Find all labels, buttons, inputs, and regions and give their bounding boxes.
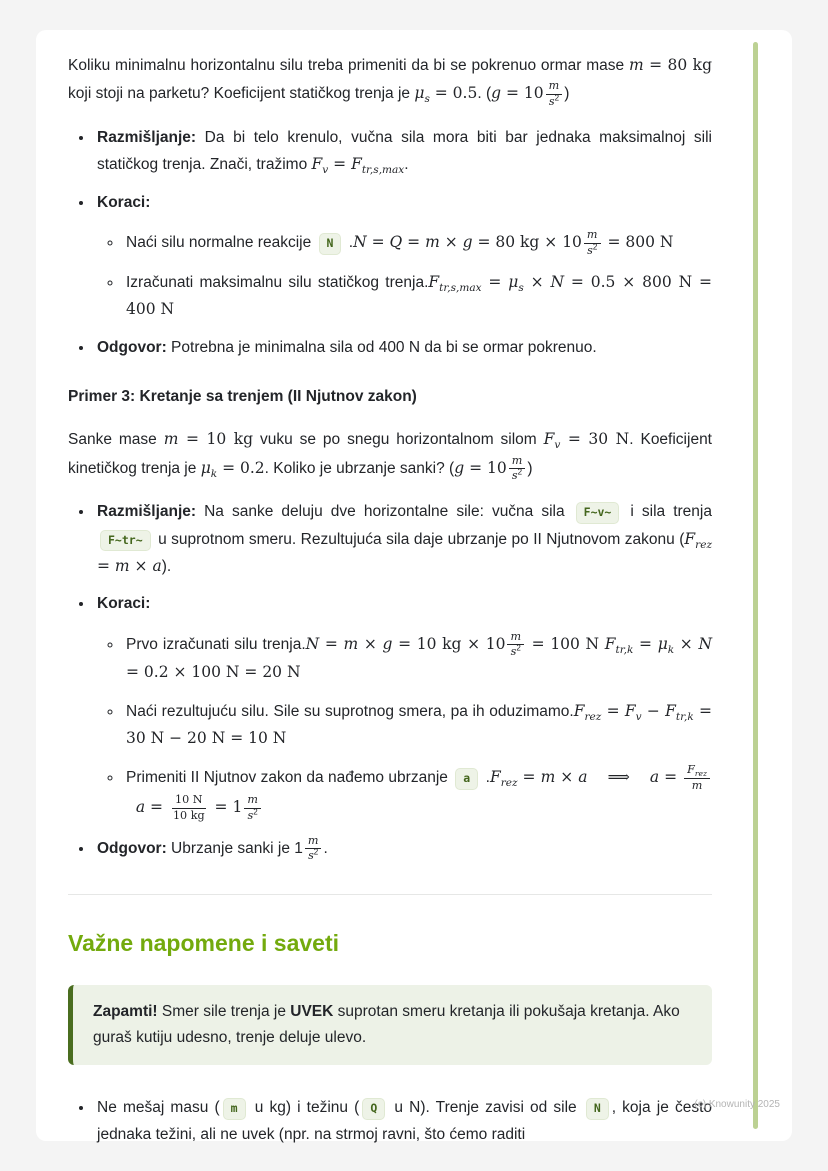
document-card — [36, 30, 792, 1141]
steps-sublist — [97, 228, 712, 323]
math-variable: m — [540, 768, 556, 787]
math-text: × — [555, 768, 579, 787]
inline-code-badge: F~tr~ — [100, 530, 151, 552]
text-run: Ne mešaj masu ( — [97, 1099, 220, 1117]
math-variable: s — [510, 645, 517, 658]
math-variable: s — [511, 468, 518, 482]
math-text: = 100 N — [526, 634, 605, 653]
math-fraction — [170, 793, 208, 823]
math-variable: m — [548, 79, 560, 93]
math-text: = — [601, 701, 625, 720]
math-variable: N — [550, 272, 565, 291]
math-subscript: s — [424, 93, 430, 106]
text-run: Izračunati maksimalnu silu statičkog trenja. — [126, 273, 429, 291]
watermark: (c) Knowunity 2025 — [694, 1099, 780, 1110]
text-run: Ubrzanje sanki je 1 — [166, 839, 303, 857]
section-heading-primer3: Primer 3: Kretanje sa trenjem (II Njutnov zakon) — [68, 387, 417, 405]
math-variable: g — [462, 233, 473, 252]
text-run: ) — [564, 85, 570, 103]
math-text: = — [328, 155, 352, 174]
math-variable: m — [163, 430, 179, 449]
bold-text-run: UVEK — [290, 1002, 334, 1020]
text-run: . — [344, 234, 354, 252]
inline-code-badge: F~v~ — [576, 502, 620, 524]
math-variable: F — [604, 634, 616, 653]
math-variable: F — [573, 701, 585, 720]
fraction-numerator — [684, 763, 710, 778]
callout-zapamti — [68, 985, 712, 1066]
math-variable: m — [247, 793, 258, 807]
fraction-denominator — [689, 779, 706, 793]
bold-text-run: Koraci: — [97, 193, 151, 211]
text-run: Primeniti II Njutnov zakon da nađemo ubrzanje — [126, 769, 453, 787]
solution-list-ormar — [68, 125, 712, 361]
math-subscript: tr,s,max — [361, 164, 405, 177]
math-variable: a — [135, 798, 146, 817]
math-text: 10 N — [175, 793, 203, 807]
math-subscript: rez — [500, 777, 518, 790]
list-item-label — [97, 194, 150, 211]
math-subscript: rez — [695, 538, 712, 551]
text-run: Koliku minimalnu horizontalnu silu treba primeniti da bi se pokrenuo ormar mase — [68, 57, 629, 74]
math-superscript: 2 — [253, 806, 258, 816]
math-variable: s — [548, 94, 555, 108]
math-fraction — [244, 793, 261, 823]
notes-list — [68, 1095, 712, 1148]
math-text: = 80 kg × 10 — [472, 233, 582, 252]
math-fraction — [509, 454, 526, 484]
math-variable: μ — [657, 634, 668, 653]
math-variable: Q — [389, 233, 403, 252]
math-subscript: v — [635, 710, 642, 723]
math-variable: F — [489, 768, 501, 787]
math-superscript: 2 — [516, 643, 521, 653]
fraction-denominator — [305, 849, 321, 863]
text-run: . Koeficijent kinetičkog trenja je — [68, 431, 712, 477]
math-text: = 30 N — [560, 430, 630, 449]
math-fraction — [546, 79, 563, 109]
list-item-razmisljanje — [94, 125, 712, 179]
math-text: = — [481, 272, 509, 291]
math-text: = — [633, 634, 658, 653]
text-run: u N). Trenje zavisi od sile — [388, 1099, 583, 1117]
math-variable: F — [351, 155, 362, 174]
math-variable: F — [684, 529, 696, 548]
math-subscript: v — [322, 164, 329, 177]
list-item-napomena — [94, 1095, 712, 1148]
bold-text-run: Razmišljanje: — [97, 503, 197, 521]
inline-code-badge: m — [223, 1098, 246, 1120]
math-text: = — [517, 768, 541, 787]
math-superscript: 2 — [592, 241, 598, 251]
text-run: suprotan smeru kretanja ili pokušaja kretanja. Ako guraš kutiju udesno, trenje deluje ulevo. — [93, 1002, 680, 1046]
math-variable: m — [343, 634, 359, 653]
inline-code-badge: N — [319, 233, 342, 255]
text-run: ) — [527, 459, 533, 477]
list-item-odgovor — [94, 335, 712, 361]
text-run: Potrebna je minimalna sila od 400 N da bi se ormar pokrenuo. — [166, 338, 597, 356]
text-run: vuku se po snegu horizontalnom silom — [253, 431, 544, 449]
section-divider — [68, 894, 712, 895]
math-fraction — [584, 228, 601, 258]
inline-code-badge: N — [586, 1098, 609, 1120]
math-variable: μ — [200, 458, 211, 477]
math-text: = — [319, 634, 344, 653]
bold-text-run: Zapamti! — [93, 1002, 158, 1020]
math-text: × — [523, 272, 551, 291]
problem-statement-sanke — [68, 426, 712, 483]
text-run: i sila trenja — [622, 503, 712, 521]
text-run: Prvo izračunati silu trenja. — [126, 635, 306, 653]
math-text: = 10 — [501, 84, 544, 103]
list-item-label — [97, 595, 150, 612]
math-text: = — [97, 556, 115, 575]
text-run: u suprotnom smeru. Rezultujuća sila daje ubrzanje po II Njutnovom zakonu ( — [153, 530, 685, 548]
scrollbar-thumb[interactable] — [753, 42, 758, 1129]
math-variable: m — [114, 556, 130, 575]
text-run: Sanke mase — [68, 431, 164, 449]
math-subscript: tr,k — [675, 710, 694, 723]
bold-text-run: Koraci: — [97, 595, 151, 613]
math-text: = — [145, 798, 168, 817]
math-text: = 10 — [464, 458, 507, 477]
section-heading-napomene: Važne napomene i saveti — [68, 929, 340, 956]
math-text: = 0.2 × 100 N = 20 N — [126, 663, 301, 682]
fraction-denominator — [546, 95, 562, 109]
math-variable: N — [353, 233, 367, 252]
math-subscript: k — [210, 467, 218, 480]
math-subscript: s — [518, 281, 524, 294]
list-item-odgovor — [94, 834, 712, 864]
math-superscript: 2 — [517, 467, 523, 477]
math-subscript: v — [554, 439, 561, 452]
list-item-koraci — [94, 190, 712, 324]
math-variable: m — [307, 833, 319, 847]
math-superscript: 2 — [554, 93, 560, 102]
math-text: × — [129, 556, 153, 575]
text-run: . — [481, 769, 490, 787]
text-run: . — [404, 156, 409, 174]
math-variable: m — [691, 778, 703, 792]
math-variable: s — [308, 849, 314, 863]
math-subscript: rez — [584, 710, 602, 723]
text-run: Na sanke deluju dve horizontalne sile: vučna sila — [196, 503, 573, 521]
math-variable: a — [649, 768, 660, 787]
list-item-step — [123, 228, 712, 258]
math-variable: F — [428, 272, 440, 291]
text-run: Naći silu normalne reakcije — [126, 234, 316, 252]
math-subscript: rez — [694, 769, 708, 779]
text-run: Smer sile trenja je — [157, 1002, 291, 1020]
math-variable: m — [511, 453, 523, 467]
text-run: . Koliko je ubrzanje sanki? ( — [264, 459, 455, 477]
math-text: = 1 — [209, 798, 243, 817]
bold-text-run: Razmišljanje: — [97, 129, 197, 147]
math-text: × — [358, 634, 383, 653]
math-text: = 0.5 — [429, 84, 478, 103]
math-text: = 800 N — [602, 233, 674, 252]
steps-sublist — [97, 630, 712, 823]
math-text: = — [402, 233, 426, 252]
text-run: , koja je često jednaka težini, ali ne uvek (npr. na strmoj ravni, što ćemo raditi — [97, 1099, 712, 1143]
fraction-numerator — [172, 793, 206, 808]
solution-list-sanke — [68, 499, 712, 863]
math-text: = 10 kg × 10 — [392, 634, 506, 653]
bold-text-run: Odgovor: — [97, 839, 167, 857]
fraction-denominator — [584, 241, 600, 258]
math-variable: g — [454, 458, 465, 477]
callout-text — [93, 999, 692, 1052]
math-fraction — [507, 630, 524, 660]
math-text: × — [439, 233, 463, 252]
math-variable: s — [247, 808, 254, 822]
math-variable: F — [687, 763, 695, 777]
math-text: = — [366, 233, 390, 252]
list-item-koraci — [94, 591, 712, 823]
fraction-denominator — [508, 645, 524, 659]
math-variable: m — [510, 629, 522, 643]
math-variable: s — [587, 243, 593, 257]
math-variable: m — [586, 228, 598, 242]
math-variable: F — [624, 701, 636, 720]
list-item-step — [123, 698, 712, 753]
math-text: = — [659, 768, 683, 787]
text-run: . ( — [477, 85, 492, 103]
math-variable: μ — [508, 272, 519, 291]
math-text: = 80 kg — [643, 56, 712, 74]
math-variable: g — [491, 84, 502, 103]
math-variable: F — [311, 155, 323, 174]
text-run: u kg) i težinu ( — [248, 1099, 360, 1117]
fraction-denominator — [245, 806, 261, 823]
math-subscript: tr,k — [615, 643, 634, 656]
math-fraction — [305, 834, 322, 864]
text-run: Da bi telo krenulo, vučna sila mora biti bar jednaka maksimalnoj sili statičkog trenja. Znači, tražimo — [97, 129, 712, 174]
math-subscript: tr,s,max — [439, 281, 482, 294]
math-variable: a — [152, 556, 162, 575]
bold-text-run: Odgovor: — [97, 338, 167, 356]
math-variable: m — [628, 56, 644, 74]
text-run: koji stoji na parketu? Koeficijent statičkog trenja je — [68, 85, 415, 103]
math-variable: F — [665, 701, 676, 720]
math-text: × — [674, 634, 699, 653]
inline-code-badge: Q — [362, 1098, 385, 1120]
math-variable: a — [578, 768, 588, 787]
list-item-step — [123, 763, 712, 823]
math-fraction — [684, 763, 710, 793]
math-text: = 10 kg — [178, 430, 254, 449]
math-variable: N — [305, 634, 320, 653]
fraction-denominator — [170, 809, 208, 823]
math-superscript: 2 — [313, 847, 319, 857]
math-text: ⟹ — [587, 768, 650, 787]
inline-code-badge: a — [455, 768, 478, 790]
math-variable: g — [382, 634, 393, 653]
document-content — [68, 52, 712, 1148]
math-variable: F — [543, 430, 555, 449]
list-item-razmisljanje — [94, 499, 712, 580]
text-run: ). — [161, 557, 172, 575]
math-variable: μ — [414, 84, 425, 103]
problem-statement-ormar — [68, 52, 712, 109]
list-item-step — [123, 269, 712, 324]
math-text: = 0.5 × 800 N = 400 N — [126, 272, 712, 319]
math-variable: N — [698, 634, 713, 653]
math-text: = 30 N − 20 N = 10 N — [126, 701, 713, 748]
math-text — [126, 798, 136, 816]
math-text: − — [641, 701, 666, 720]
text-run: . — [323, 839, 328, 857]
math-subscript: k — [667, 643, 675, 656]
list-item-step — [123, 630, 712, 687]
math-text: = 0.2 — [217, 458, 265, 477]
math-text: 10 kg — [172, 808, 205, 822]
fraction-denominator — [509, 469, 525, 483]
math-variable: m — [425, 233, 440, 252]
text-run: Naći rezultujuću silu. Sile su suprotnog smera, pa ih oduzimamo. — [126, 702, 574, 720]
